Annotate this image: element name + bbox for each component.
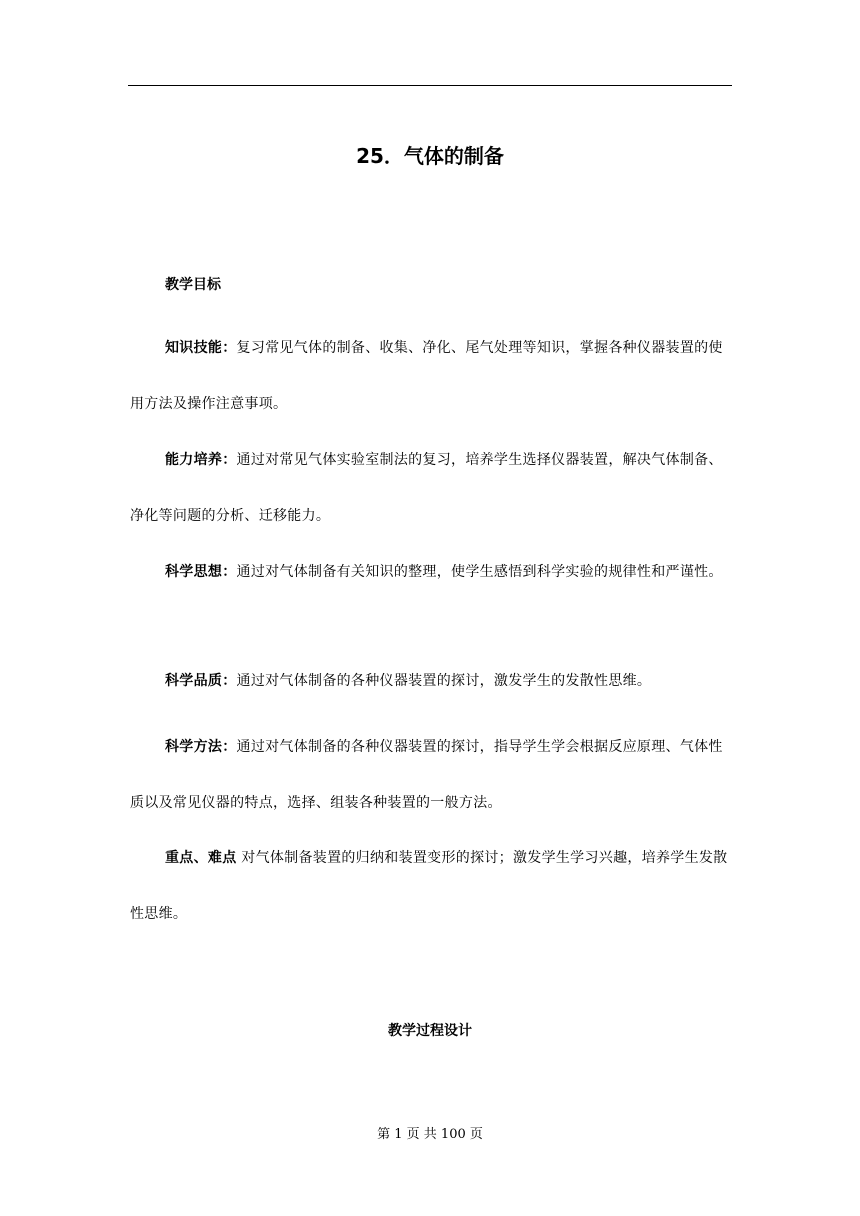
paragraph-term: 科学思想 (165, 564, 223, 580)
paragraph-scientific-method (130, 719, 732, 831)
objectives-heading: 教学目标 (165, 277, 221, 293)
paragraph-scientific-quality (130, 653, 732, 709)
paragraph-term: 重点、难点 (165, 850, 237, 866)
paragraph-term: 知识技能 (165, 340, 223, 356)
paragraph-separator: ： (222, 452, 237, 468)
page-footer: 第 1 页 共 100 页 (377, 1127, 483, 1142)
paragraph-text: 对气体制备装置的归纳和装置变形的探讨；激发学生学习兴趣，培养学生发散性思维。 (130, 850, 728, 922)
process-design-heading: 教学过程设计 (388, 1023, 472, 1039)
paragraph-knowledge-skills (130, 320, 732, 432)
paragraph-scientific-thought (130, 544, 732, 600)
paragraph-text: 通过对气体制备有关知识的整理，使学生感悟到科学实验的规律性和严谨性。 (236, 564, 723, 580)
paragraph-term: 科学品质 (165, 673, 223, 689)
header-rule (128, 85, 732, 86)
paragraph-text: 通过对气体制备的各种仪器装置的探讨，激发学生的发散性思维。 (236, 673, 652, 689)
paragraph-text: 复习常见气体的制备、收集、净化、尾气处理等知识，掌握各种仪器装置的使用方法及操作注意事项。 (130, 340, 723, 412)
paragraph-separator: ： (222, 340, 237, 356)
paragraph-separator: ： (222, 739, 237, 755)
page-title: 25．气体的制备 (356, 144, 504, 168)
paragraph-key-points (130, 830, 732, 942)
paragraph-text: 通过对气体制备的各种仪器装置的探讨，指导学生学会根据反应原理、气体性质以及常见仪器的特点，选择、组装各种装置的一般方法。 (130, 739, 723, 811)
paragraph-ability-training (130, 432, 732, 544)
paragraph-separator: ： (222, 564, 237, 580)
paragraph-term: 科学方法 (165, 739, 223, 755)
paragraph-text: 通过对常见气体实验室制法的复习，培养学生选择仪器装置，解决气体制备、净化等问题的分析、迁移能力。 (130, 452, 723, 524)
paragraph-separator: ： (222, 673, 237, 689)
paragraph-term: 能力培养 (165, 452, 223, 468)
